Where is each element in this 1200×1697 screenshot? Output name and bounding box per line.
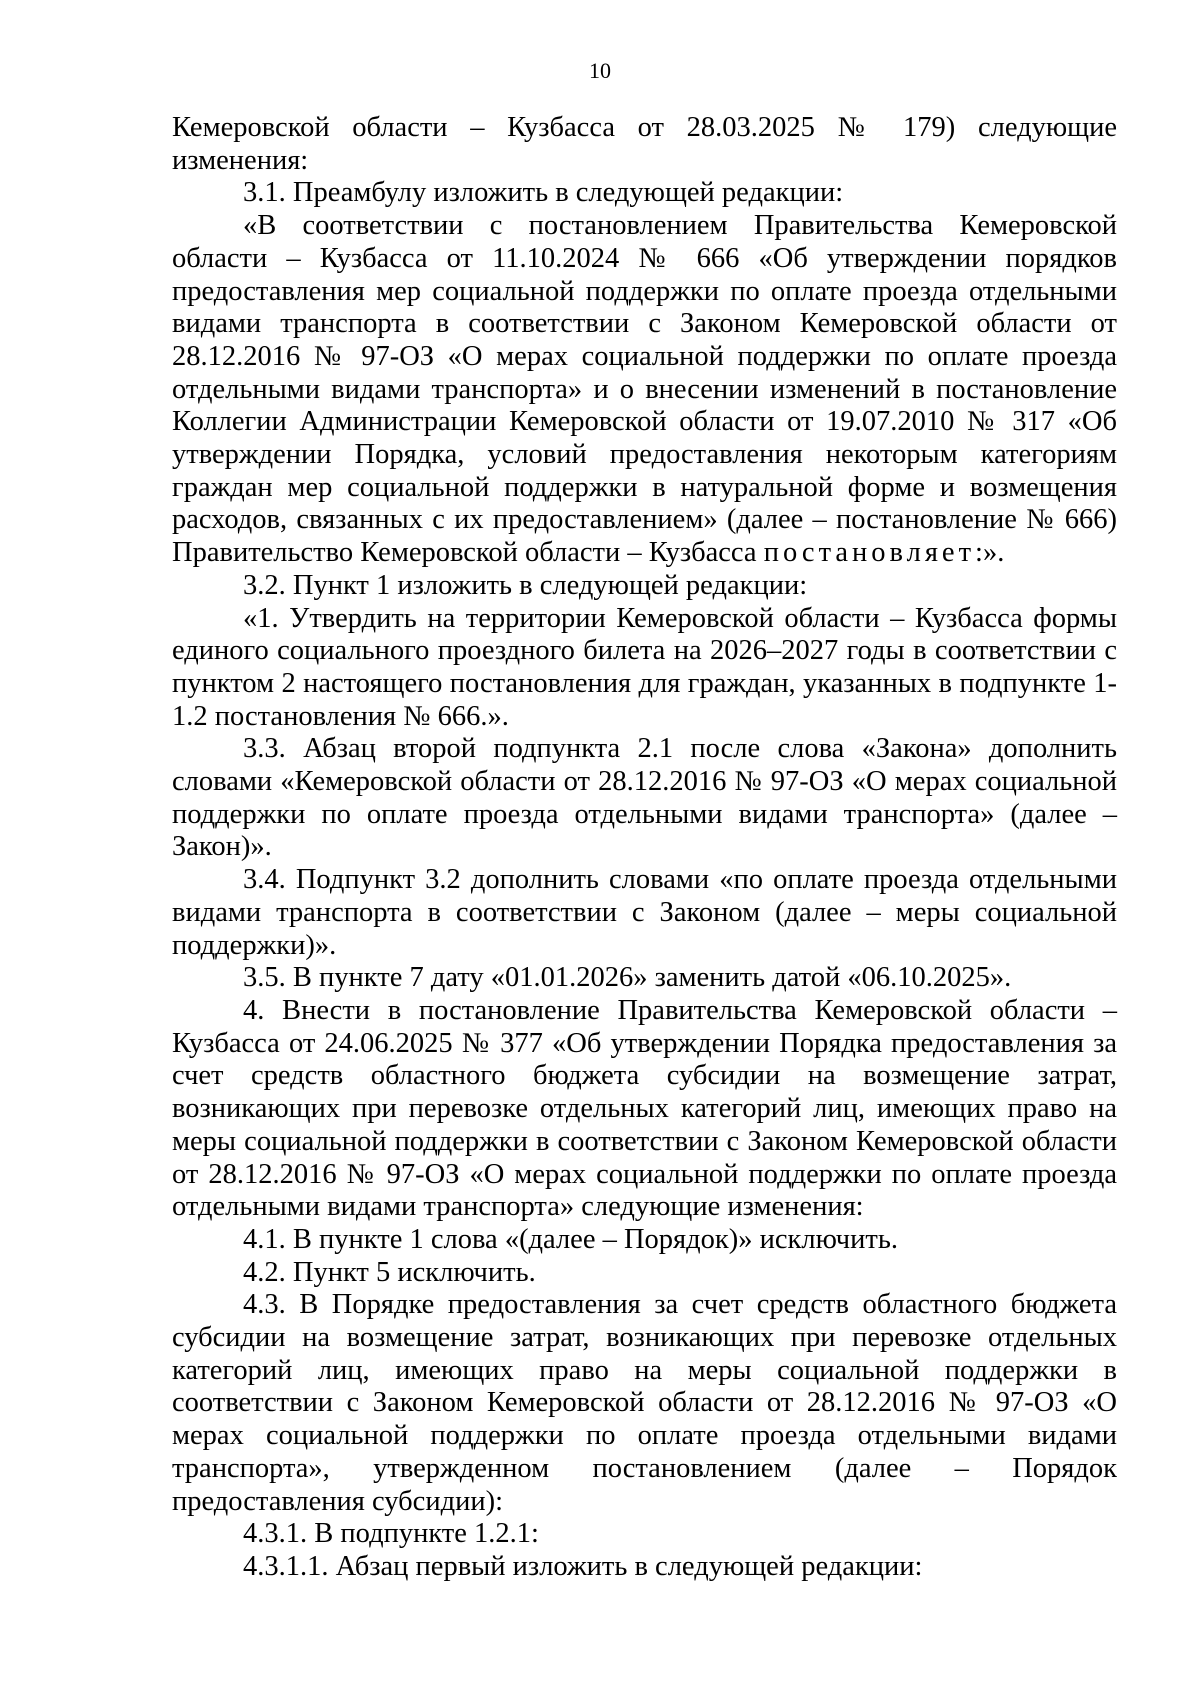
paragraph-4-1: 4.1. В пункте 1 слова «(далее – Порядок)» исключить. [243, 1223, 898, 1255]
preamble-spaced-word: постановляет [763, 537, 976, 569]
paragraph-continuation: Кемеровской области – Кузбасса от 28.03.2025 № 179) следующие изменения: [172, 112, 1117, 176]
paragraph-preamble-text [172, 210, 1117, 570]
preamble-body: «В соответствии с постановлением Правительства Кемеровской области – Кузбасса от 11.10.2024 № 666 «Об утверждении порядков предоставления мер социальной поддержки по оплате проезда отдельными видами транспорта в соответствии с Законом Кемеровской области от 28.12.2016 № 97-ОЗ «О мерах социальной поддержки по оплате проезда отдельными видами транспорта» и о внесении изменений в постановление Коллегии Администрации Кемеровской области от 19.07.2010 № 317 «Об утверждении Порядка, условий предоставления некоторым категориям граждан мер социальной поддержки в натуральной форме и возмещения расходов, связанных с их предоставлением» (далее – постановление № 666) Правительство Кемеровской области – Кузбасса [172, 210, 1117, 569]
paragraph-3-5: 3.5. В пункте 7 дату «01.01.2026» заменить датой «06.10.2025». [243, 962, 1012, 994]
preamble-tail: :». [975, 537, 1005, 569]
paragraph-4-2: 4.2. Пункт 5 исключить. [243, 1256, 536, 1288]
paragraph-3-2: 3.2. Пункт 1 изложить в следующей редакции: [243, 569, 808, 601]
paragraph-4-3-1: 4.3.1. В подпункте 1.2.1: [243, 1518, 539, 1550]
paragraph-3-3: 3.3. Абзац второй подпункта 2.1 после слова «Закона» дополнить словами «Кемеровской области от 28.12.2016 № 97-ОЗ «О мерах социальной поддержки по оплате проезда отдельными видами транспорта» (далее – Закон)». [172, 733, 1117, 863]
paragraph-4-3: 4.3. В Порядке предоставления за счет средств областного бюджета субсидии на возмещение затрат, возникающих при перевозке отдельных категорий лиц, имеющих право на меры социальной поддержки в соответствии с Законом Кемеровской области от 28.12.2016 № 97-ОЗ «О мерах социальной поддержки по оплате проезда отдельными видами транспорта», утвержденном постановлением (далее – Порядок предоставления субсидии): [172, 1289, 1117, 1517]
page-number: 10 [589, 58, 611, 83]
paragraph-point-1-text: «1. Утвердить на территории Кемеровской области – Кузбасса формы единого социального проездного билета на 2026–2027 годы в соответствии с пунктом 2 настоящего постановления для граждан, указанных в подпункте 1-1.2 постановления № 666.». [172, 602, 1117, 732]
paragraph-3-4: 3.4. Подпункт 3.2 дополнить словами «по оплате проезда отдельными видами транспорта в соответствии с Законом (далее – меры социальной поддержки)». [172, 864, 1117, 961]
paragraph-4-3-1-1: 4.3.1.1. Абзац первый изложить в следующей редакции: [243, 1550, 923, 1582]
paragraph-4: 4. Внести в постановление Правительства Кемеровской области – Кузбасса от 24.06.2025 № 377 «Об утверждении Порядка предоставления за счет средств областного бюджета субсидии на возмещение затрат, возникающих при перевозке отдельных категорий лиц, имеющих право на меры социальной поддержки в соответствии с Законом Кемеровской области от 28.12.2016 № 97-ОЗ «О мерах социальной поддержки по оплате проезда отдельными видами транспорта» следующие изменения: [172, 994, 1117, 1223]
paragraph-3-1: 3.1. Преамбулу изложить в следующей редакции: [243, 177, 844, 209]
document-body [172, 112, 1117, 1584]
